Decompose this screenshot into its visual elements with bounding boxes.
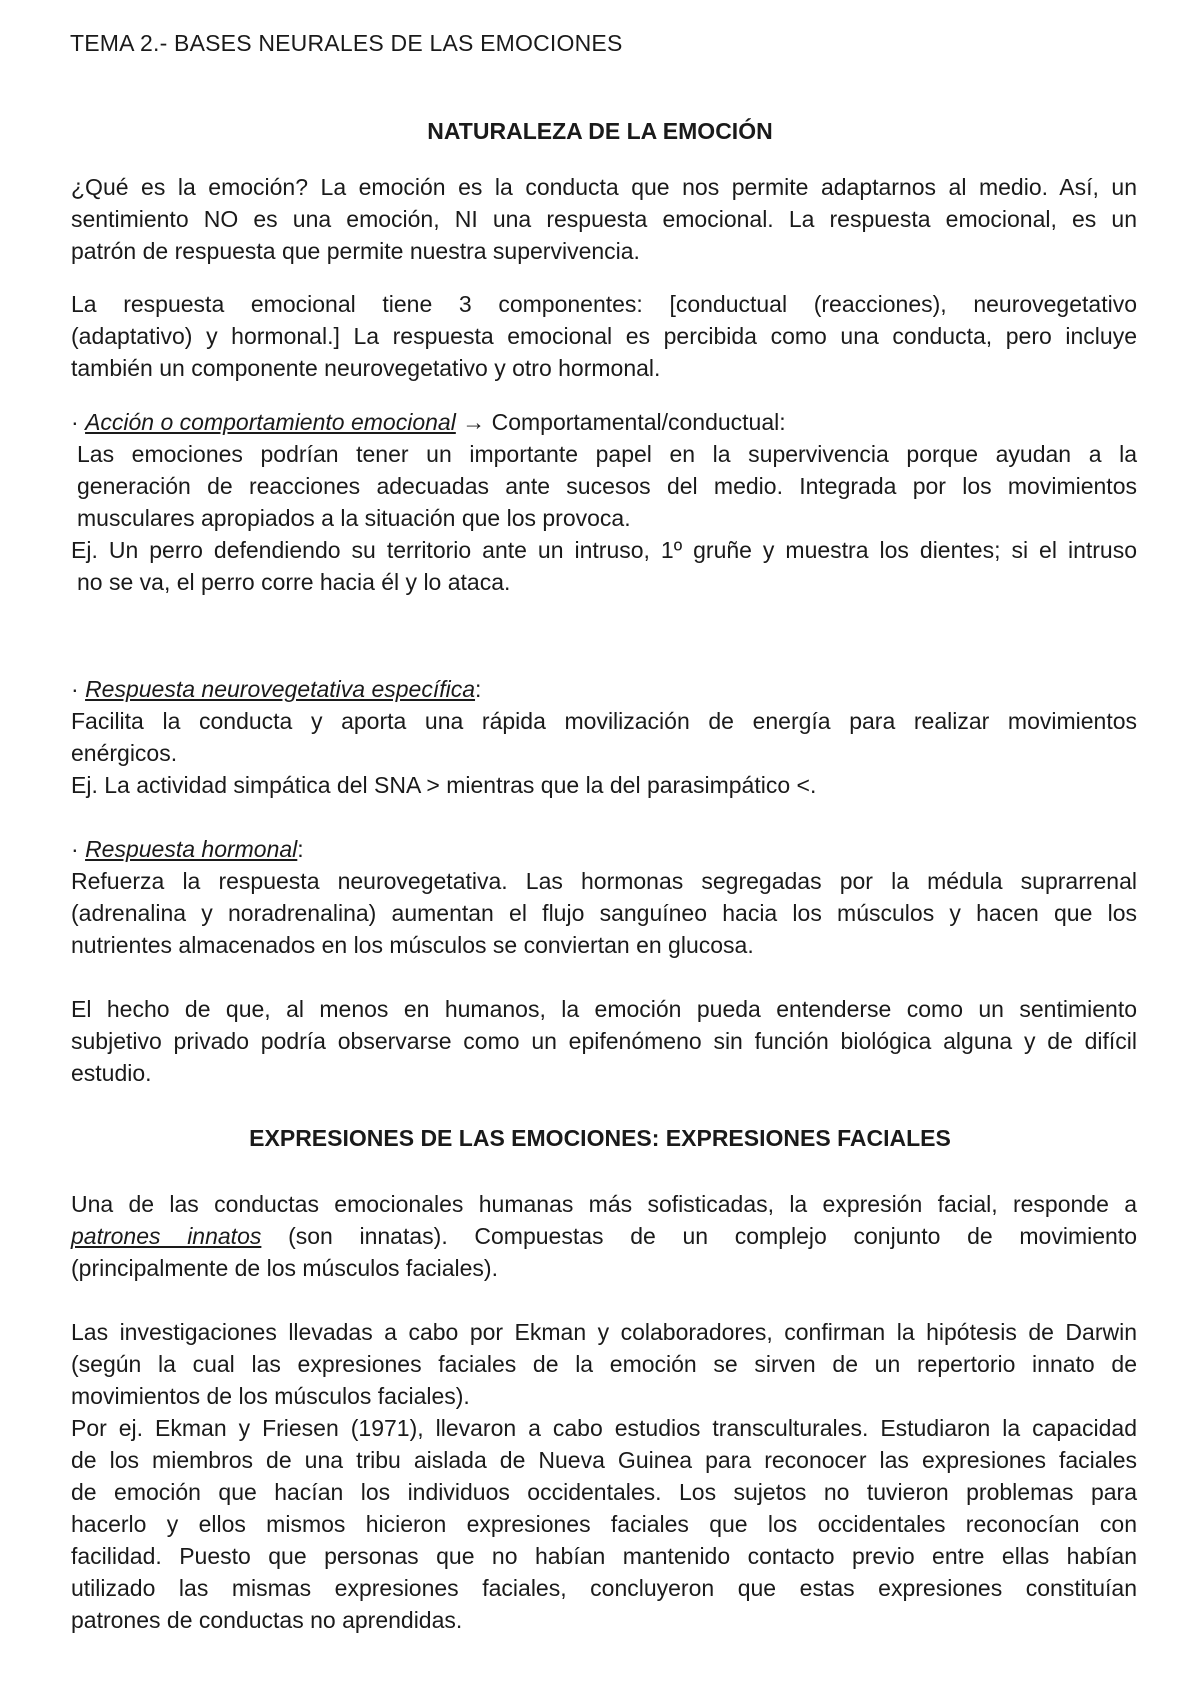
paragraph-line: de los miembros de una tribu aislada de Nueva Guinea para reconocer las expresiones faciales [71,1447,1137,1473]
component-conductual-example [71,534,1137,566]
paragraph-line: Por ej. Ekman y Friesen (1971), llevaron a cabo estudios transculturales. Estudiaron la capacidad [71,1415,1137,1441]
component-term: Respuesta hormonal [85,836,298,862]
paragraph-line: patrón de respuesta que permite nuestra supervivencia. [71,238,640,264]
arrow-icon: → [455,409,492,435]
paragraph-line: facilidad. Puesto que personas que no habían mantenido contacto previo entre ellas habían [71,1543,1137,1569]
component-term: Respuesta neurovegetativa específica [85,676,476,702]
section-title-naturaleza: NATURALEZA DE LA EMOCIÓN [427,118,773,144]
component-term: Acción o comportamiento emocional [85,409,456,435]
paragraph-line: utilizado las mismas expresiones faciales, concluyeron que estas expresiones constituían [71,1575,1137,1601]
component-hormonal [71,833,1137,961]
paragraph-line: Refuerza la respuesta neurovegetativa. Las hormonas segregadas por la médula suprarrenal [71,868,1137,894]
bullet: · [71,676,86,702]
paragraph-line: ¿Qué es la emoción? La emoción es la conducta que nos permite adaptarnos al medio. Así, un [71,174,1137,200]
bullet: · [71,836,86,862]
paragraph-line: Facilita la conducta y aporta una rápida movilización de energía para realizar movimientos [71,708,1137,734]
paragraph-text: (son innatas). Compuestas de un complejo conjunto de movimiento [261,1223,1137,1249]
colon: : [297,836,304,862]
paragraph-line: hacerlo y ellos mismos hicieron expresiones faciales que los occidentales reconocían con [71,1511,1137,1537]
paragraph-line: Una de las conductas emocionales humanas más sofisticadas, la expresión facial, responde a [71,1191,1137,1217]
paragraph-line: Ej. La actividad simpática del SNA > mientras que la del parasimpático <. [71,772,817,798]
bullet: · [71,409,86,435]
colon: : [475,676,482,702]
component-heading [71,406,1137,438]
paragraph-line: (principalmente de los músculos faciales). [71,1255,498,1281]
paragraph-line: no se va, el perro corre hacia él y lo ataca. [77,569,511,595]
paragraph-line [71,1220,1137,1252]
paragraph-line: Las investigaciones llevadas a cabo por Ekman y colaboradores, confirman la hipótesis de Darwin [71,1319,1137,1345]
paragraph-line: Las emociones podrían tener un importante papel en la supervivencia porque ayudan a la [77,441,1137,467]
paragraph-line: subjetivo privado podría observarse como un epifenómeno sin función biológica alguna y de difícil [71,1028,1137,1054]
paragraph-line: movimientos de los músculos faciales). [71,1383,470,1409]
paragraph-line: estudio. [71,1060,152,1086]
paragraph-line: (adrenalina y noradrenalina) aumentan el flujo sanguíneo hacia los músculos y hacen que los [71,900,1137,926]
component-conductual [71,406,1137,438]
paragraph-line: (adaptativo) y hormonal.] La respuesta emocional es percibida como una conducta, pero incluye [71,323,1137,349]
paragraph-5 [71,1316,1137,1636]
paragraph-1 [71,171,1137,267]
section-title-expresiones: EXPRESIONES DE LAS EMOCIONES: EXPRESIONES FACIALES [249,1125,951,1151]
paragraph-line: nutrientes almacenados en los músculos se conviertan en glucosa. [71,932,754,958]
component-heading [71,833,1137,865]
paragraph-line: Ej. Un perro defendiendo su territorio ante un intruso, 1º gruñe y muestra los dientes; si el intruso [71,537,1137,563]
component-neurovegetativa [71,673,1137,801]
paragraph-line: La respuesta emocional tiene 3 componentes: [conductual (reacciones), neurovegetativo [71,291,1137,317]
paragraph-line: (según la cual las expresiones faciales de la emoción se sirven de un repertorio innato de [71,1351,1137,1377]
component-subtitle: Comportamental/conductual: [491,409,786,435]
paragraph-line: enérgicos. [71,740,178,766]
paragraph-line: de emoción que hacían los individuos occidentales. Los sujetos no tuvieron problemas para [71,1479,1137,1505]
paragraph-2 [71,288,1137,384]
component-conductual-example-end [77,566,1137,598]
paragraph-line: El hecho de que, al menos en humanos, la emoción pueda entenderse como un sentimiento [71,996,1137,1022]
paragraph-4 [71,1188,1137,1284]
document-header: TEMA 2.- BASES NEURALES DE LAS EMOCIONES [70,30,623,56]
paragraph-line: sentimiento NO es una emoción, NI una respuesta emocional. La respuesta emocional, es un [71,206,1137,232]
component-conductual-body [77,438,1137,534]
paragraph-line: también un componente neurovegetativo y otro hormonal. [71,355,661,381]
paragraph-3 [71,993,1137,1089]
paragraph-line: generación de reacciones adecuadas ante sucesos del medio. Integrada por los movimientos [77,473,1137,499]
emphasis-term: patrones innatos [71,1223,262,1249]
paragraph-line: patrones de conductas no aprendidas. [71,1607,463,1633]
paragraph-line: musculares apropiados a la situación que los provoca. [77,505,631,531]
component-heading [71,673,1137,705]
